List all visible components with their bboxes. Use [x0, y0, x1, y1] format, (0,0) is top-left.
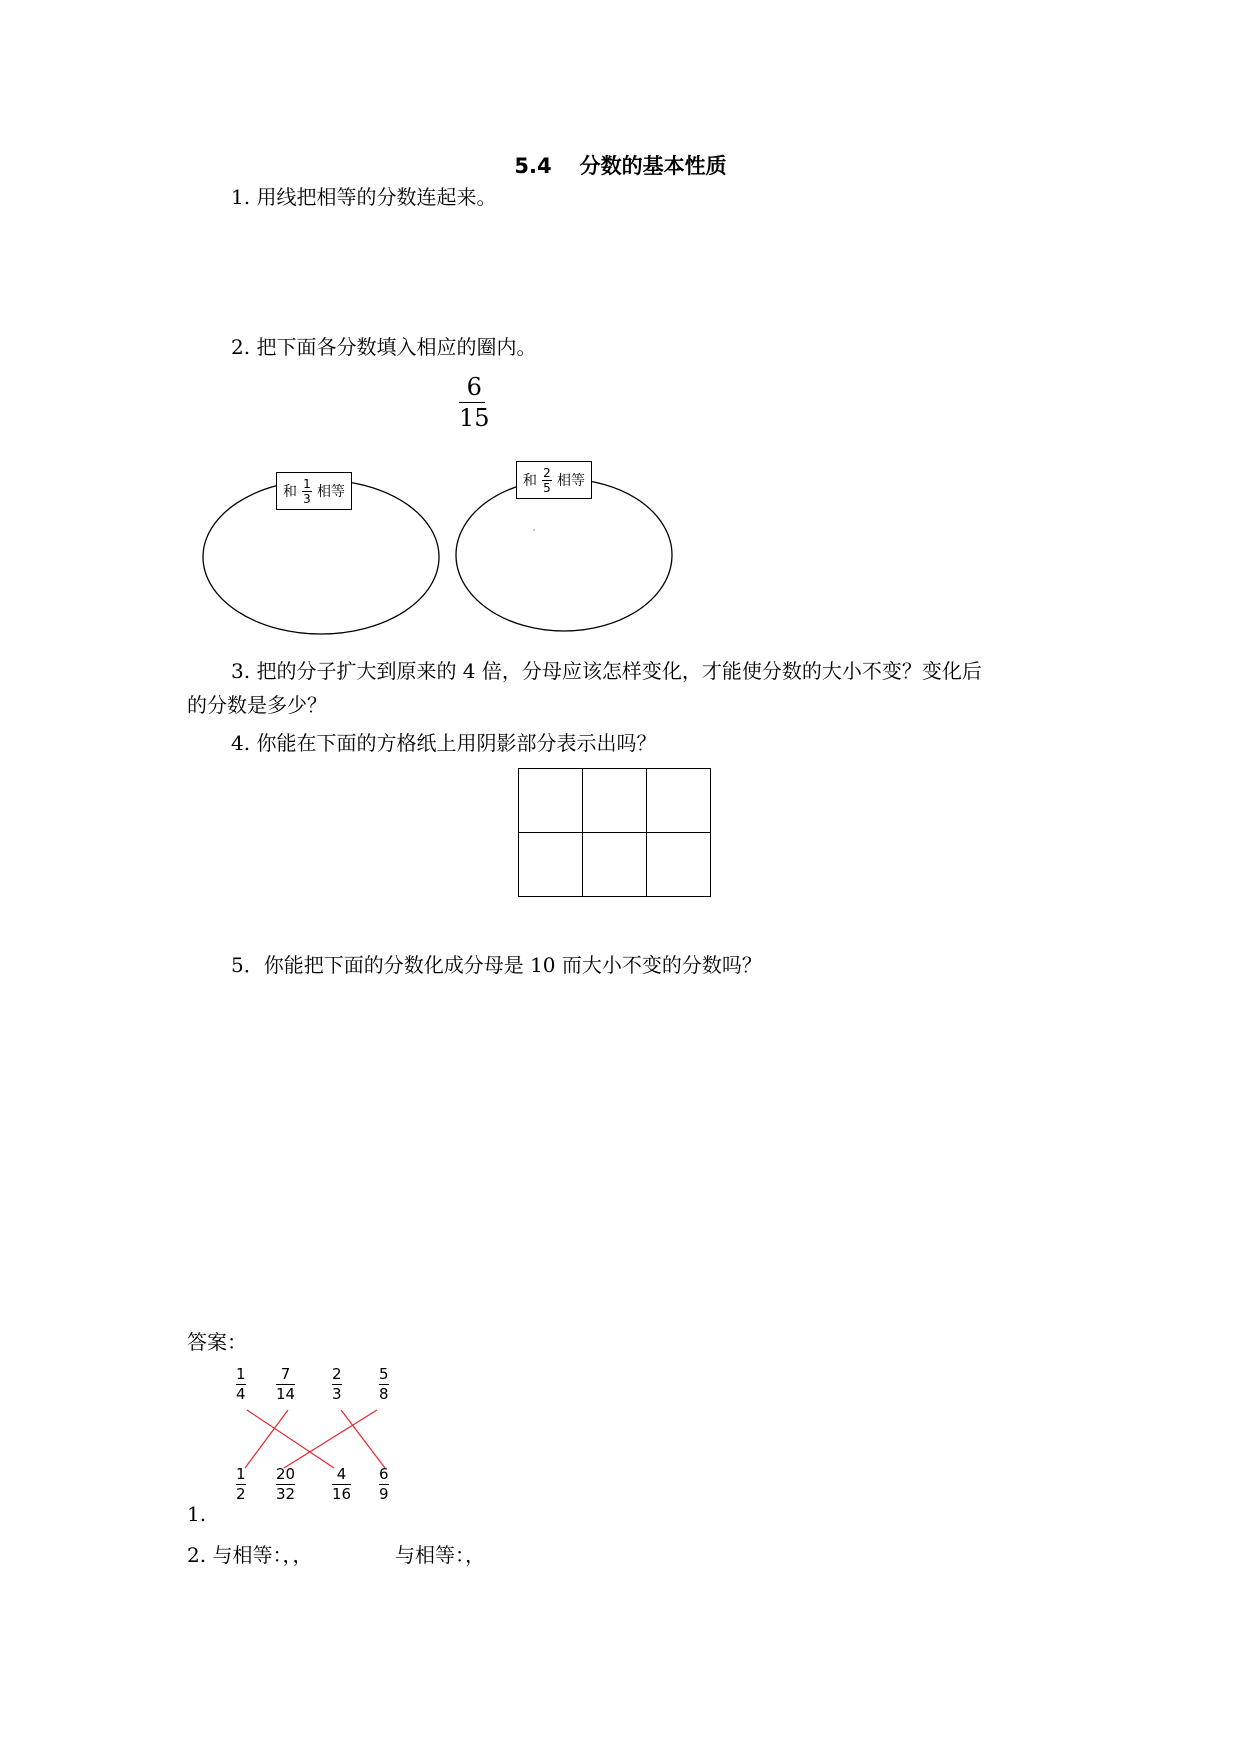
- answer-2-part-2: 与相等：，: [395, 1543, 485, 1567]
- section-title: 分数的基本性质: [579, 154, 727, 178]
- label-denominator: 3: [303, 491, 311, 506]
- denominator: 32: [276, 1485, 296, 1503]
- label-suffix: 相等: [557, 473, 585, 489]
- label-numerator: 2: [543, 465, 551, 480]
- numerator: 2: [332, 1365, 342, 1383]
- answer-2-part-1: 2. 与相等：，，: [187, 1543, 313, 1567]
- numerator: 6: [379, 1465, 389, 1483]
- denominator: 14: [276, 1385, 296, 1403]
- answer-bottom-fraction: [236, 1467, 246, 1502]
- match-line: [245, 1410, 288, 1468]
- fraction-denominator: 15: [459, 404, 490, 432]
- denominator: 2: [236, 1485, 246, 1503]
- numerator: 4: [336, 1465, 347, 1483]
- question-3-line-2: 的分数是多少？: [187, 693, 327, 717]
- question-3-line-1: 3. 把的分子扩大到原来的 4 倍，分母应该怎样变化，才能使分数的大小不变？变化后: [231, 659, 982, 683]
- section-number: 5.4: [514, 154, 552, 178]
- label-prefix: 和: [523, 473, 537, 489]
- question-4: 4. 你能在下面的方格纸上用阴影部分表示出吗？: [231, 731, 657, 755]
- denominator: 9: [379, 1485, 389, 1503]
- answer-bottom-fraction: [276, 1467, 295, 1502]
- numerator: 1: [236, 1465, 246, 1483]
- label-prefix: 和: [283, 484, 297, 500]
- numerator: 7: [280, 1365, 291, 1383]
- label-suffix: 相等: [317, 484, 345, 500]
- question-2: 2. 把下面各分数填入相应的圈内。: [231, 335, 537, 359]
- denominator: 4: [236, 1385, 246, 1403]
- label-denominator: 5: [543, 480, 551, 495]
- answers-heading: 答案：: [187, 1330, 247, 1354]
- denominator: 16: [332, 1485, 352, 1503]
- label-numerator: 1: [303, 476, 311, 491]
- answer-1-label: 1.: [187, 1502, 207, 1526]
- match-line: [247, 1410, 334, 1468]
- answer-bottom-fraction: [332, 1467, 351, 1502]
- denominator: 3: [332, 1385, 342, 1403]
- denominator: 8: [379, 1385, 389, 1403]
- numerator: 1: [236, 1365, 246, 1383]
- fraction-numerator: 6: [466, 373, 482, 401]
- question-1: 1. 用线把相等的分数连起来。: [231, 185, 497, 209]
- numerator: 20: [276, 1465, 296, 1483]
- numerator: 5: [379, 1365, 389, 1383]
- question-5: 5．你能把下面的分数化成分母是 10 而大小不变的分数吗？: [231, 953, 762, 977]
- answer-bottom-fraction: [379, 1467, 389, 1502]
